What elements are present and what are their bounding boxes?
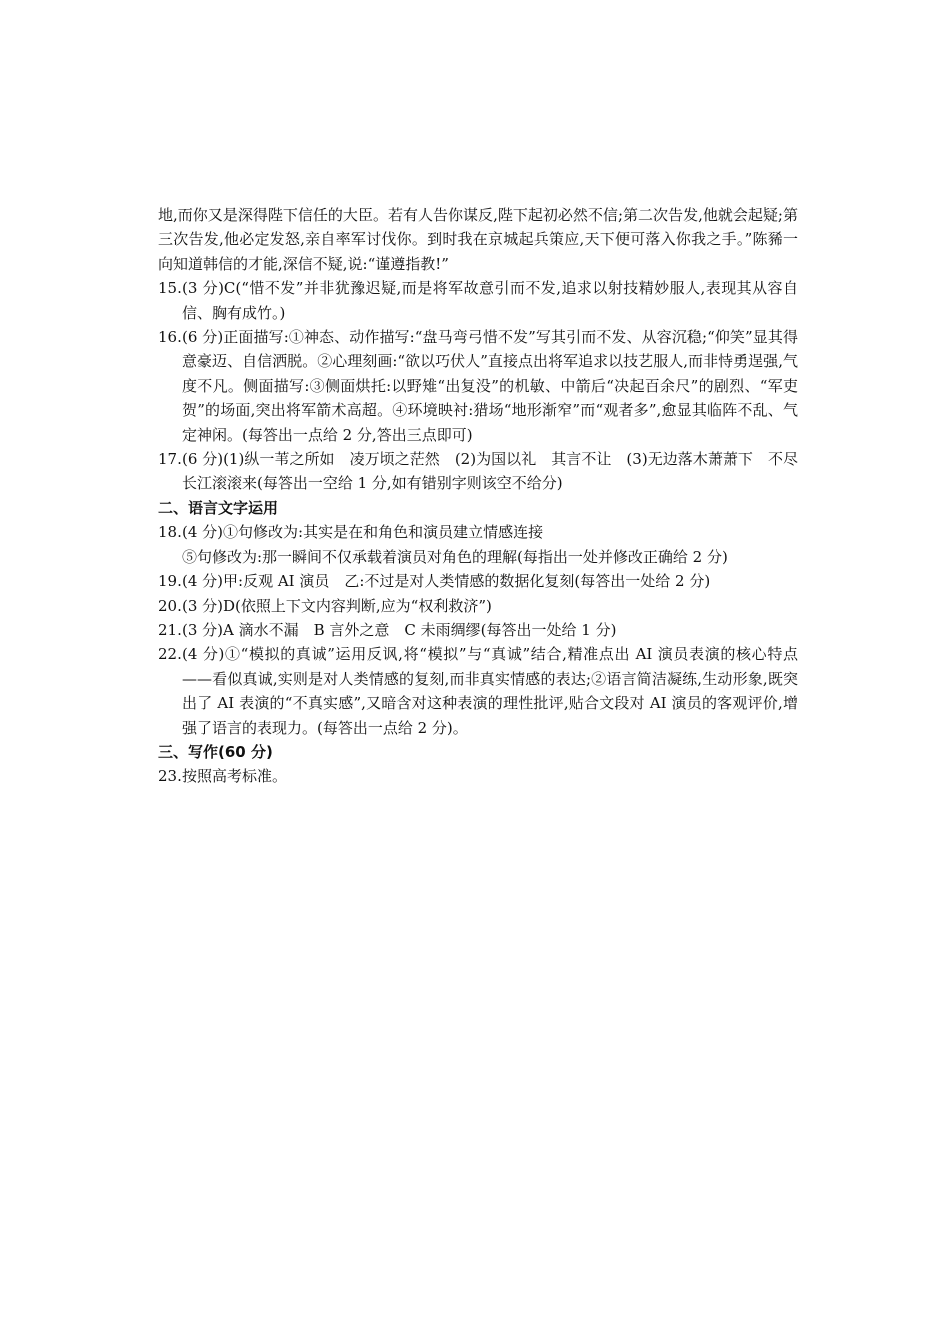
item-text: (3 分)A 滴水不漏 B 言外之意 C 未雨绸缪(每答出一处给 1 分): [182, 620, 617, 639]
item-text: (6 分)正面描写:①神态、动作描写:“盘马弯弓惜不发”写其引而不发、从容沉稳;“仰笑”显其得意豪迈、自信洒脱。②心理刻画:“欲以巧伏人”直接点出将军追求以技艺服人,而非恃勇逞强,气度不凡。侧面描写:③侧面烘托:以野雉“出复没”的机敏、中箭后“决起百余尺”的剧烈、“军吏贺”的场面,突出将军箭术高超。④环境映衬:猎场“地形渐窄”而“观者多”,愈显其临阵不乱、气定神闲。(每答出一点给 2 分,答出三点即可): [182, 328, 798, 444]
answer-item-20: [158, 594, 798, 618]
item-number: 18.: [158, 523, 182, 542]
item-text-line-1: (4 分)①句修改为:其实是在和角色和演员建立情感连接: [182, 523, 544, 542]
item-number: 22.: [158, 645, 182, 664]
item-number: 23.: [158, 767, 182, 786]
answer-item-22: [158, 642, 798, 740]
item-number: 21.: [158, 620, 182, 639]
answer-item-21: [158, 618, 798, 642]
answer-content: [158, 203, 798, 789]
answer-item-18: [158, 520, 798, 569]
item-number: 16.: [158, 328, 182, 347]
item-number: 15.: [158, 279, 182, 298]
item-text: (3 分)C(“惜不发”并非犹豫迟疑,而是将军故意引而不发,追求以射技精妙服人,表现其从容自信、胸有成竹。): [182, 279, 798, 322]
answer-item-23: [158, 764, 798, 788]
item-text: (3 分)D(依照上下文内容判断,应为“权利救济”): [182, 596, 492, 615]
item-text: (4 分)①“模拟的真诚”运用反讽,将“模拟”与“真诚”结合,精准点出 AI 演员表演的核心特点——看似真诚,实则是对人类情感的复刻,而非真实情感的表达;②语言简洁凝练,生动形象,既突出了 AI 表演的“不真实感”,又暗含对这种表演的理性批评,贴合文段对 AI 演员的客观评价,增强了语言的表现力。(每答出一点给 2 分)。: [182, 645, 798, 737]
item-number: 20.: [158, 596, 182, 615]
intro-paragraph: 地,而你又是深得陛下信任的大臣。若有人告你谋反,陛下起初必然不信;第二次告发,他就会起疑;第三次告发,他必定发怒,亲自率军讨伐你。到时我在京城起兵策应,天下便可落入你我之手。”陈豨一向知道韩信的才能,深信不疑,说:“谨遵指教!”: [158, 206, 798, 273]
answer-item-19: [158, 569, 798, 593]
section-heading-language: 二、语言文字运用: [158, 498, 279, 517]
item-number: 19.: [158, 572, 182, 591]
item-text-line-2: ⑤句修改为:那一瞬间不仅承载着演员对角色的理解(每指出一处并修改正确给 2 分): [182, 547, 728, 566]
answer-item-17: [158, 447, 798, 496]
answer-item-15: [158, 276, 798, 325]
item-text: (4 分)甲:反观 AI 演员 乙:不过是对人类情感的数据化复刻(每答出一处给 2 分): [182, 572, 711, 591]
answer-item-16: [158, 325, 798, 447]
item-text: 按照高考标准。: [182, 767, 288, 786]
section-heading-writing: 三、写作(60 分): [158, 742, 273, 761]
item-text: (6 分)(1)纵一苇之所如 凌万顷之茫然 (2)为国以礼 其言不让 (3)无边落木萧萧下 不尽长江滚滚来(每答出一空给 1 分,如有错别字则该空不给分): [182, 450, 798, 493]
item-number: 17.: [158, 450, 182, 469]
